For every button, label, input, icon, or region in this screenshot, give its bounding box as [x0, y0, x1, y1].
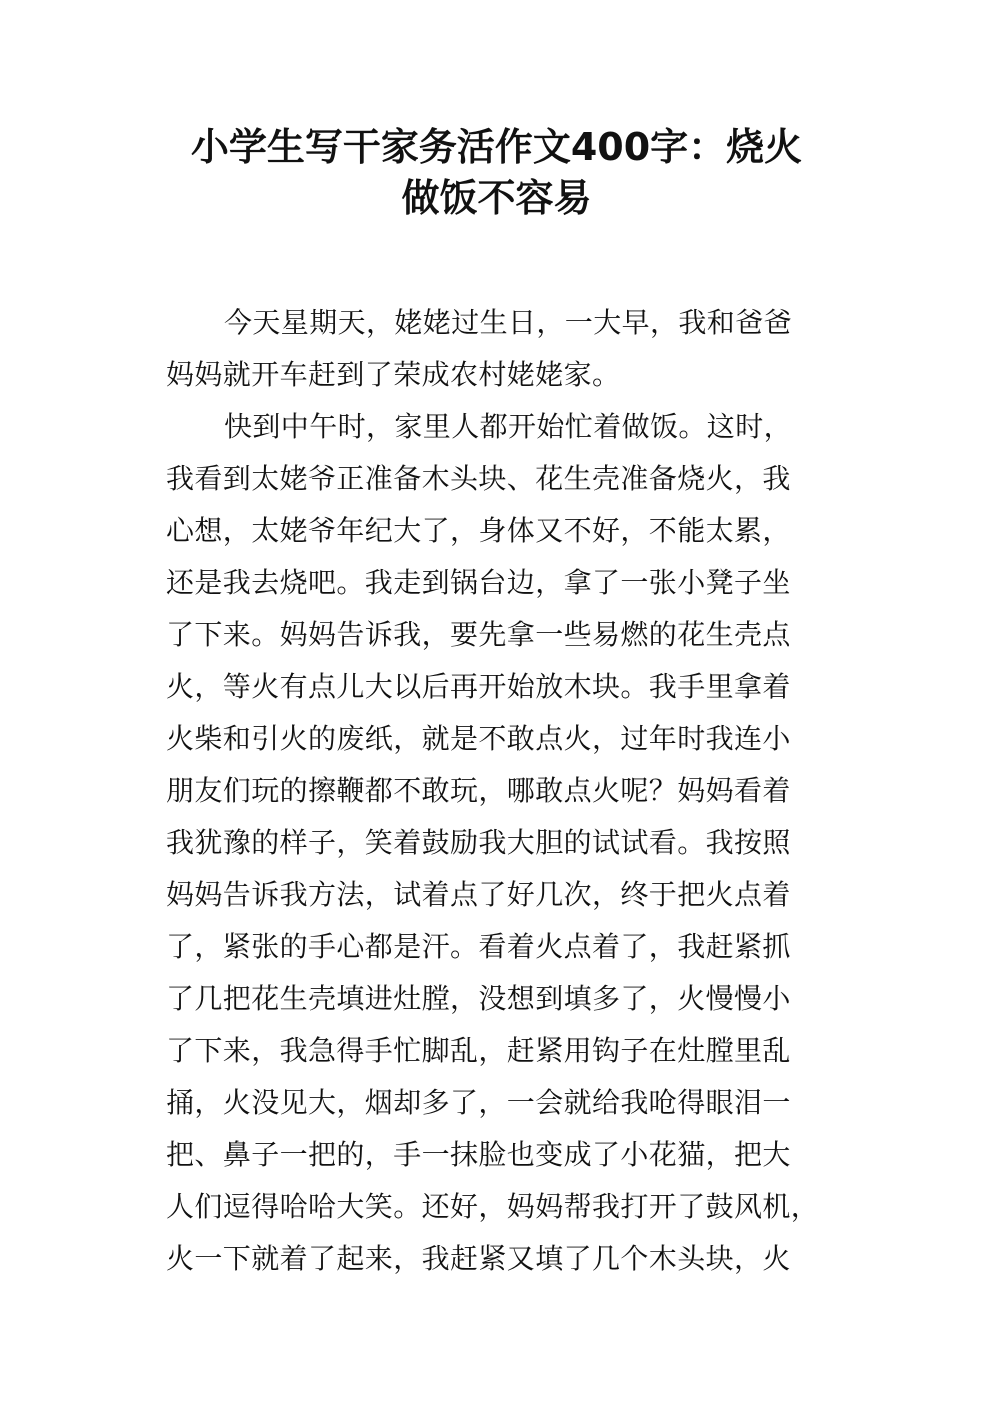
paragraph-line: 还是我去烧吧。我走到锅台边，拿了一张小凳子坐: [166, 566, 791, 599]
paragraph-line: 人们逗得哈哈大笑。还好，妈妈帮我打开了鼓风机，: [166, 1190, 820, 1223]
paragraph-line: 我犹豫的样子，笑着鼓励我大胆的试试看。我按照: [166, 826, 791, 859]
paragraph-line: 心想，太姥爷年纪大了，身体又不好，不能太累，: [166, 514, 791, 547]
paragraph-line: 火，等火有点儿大以后再开始放木块。我手里拿着: [166, 670, 791, 703]
title-line: 做饭不容易: [401, 176, 592, 220]
paragraph-line: 了下来。妈妈告诉我，要先拿一些易燃的花生壳点: [166, 618, 791, 651]
paragraph-line: 了下来，我急得手忙脚乱，赶紧用钩子在灶膛里乱: [166, 1034, 791, 1067]
paragraph-line: 朋友们玩的擦鞭都不敢玩，哪敢点火呢？妈妈看着: [166, 774, 791, 807]
paragraph-line: 火一下就着了起来，我赶紧又填了几个木头块，火: [166, 1242, 791, 1275]
paragraph-2: [166, 401, 830, 1285]
paragraph-1: [166, 297, 830, 401]
paragraph-line: 妈妈就开车赶到了荣成农村姥姥家。: [166, 358, 621, 391]
paragraph-line: 今天星期天，姥姥过生日，一大早，我和爸爸: [224, 306, 793, 339]
article-title: [150, 122, 843, 224]
paragraph-line: 我看到太姥爷正准备木头块、花生壳准备烧火，我: [166, 462, 791, 495]
article-body: [166, 297, 830, 1285]
paragraph-line: 妈妈告诉我方法，试着点了好几次，终于把火点着: [166, 878, 791, 911]
title-line: 小学生写干家务活作文400字：烧火: [190, 125, 803, 169]
paragraph-line: 火柴和引火的废纸，就是不敢点火，过年时我连小: [166, 722, 791, 755]
paragraph-line: 了几把花生壳填进灶膛，没想到填多了，火慢慢小: [166, 982, 791, 1015]
paragraph-line: 捅，火没见大，烟却多了，一会就给我呛得眼泪一: [166, 1086, 791, 1119]
paragraph-line: 了，紧张的手心都是汗。看着火点着了，我赶紧抓: [166, 930, 791, 963]
paragraph-line: 快到中午时，家里人都开始忙着做饭。这时，: [224, 410, 793, 443]
paragraph-line: 把、鼻子一把的，手一抹脸也变成了小花猫，把大: [166, 1138, 791, 1171]
